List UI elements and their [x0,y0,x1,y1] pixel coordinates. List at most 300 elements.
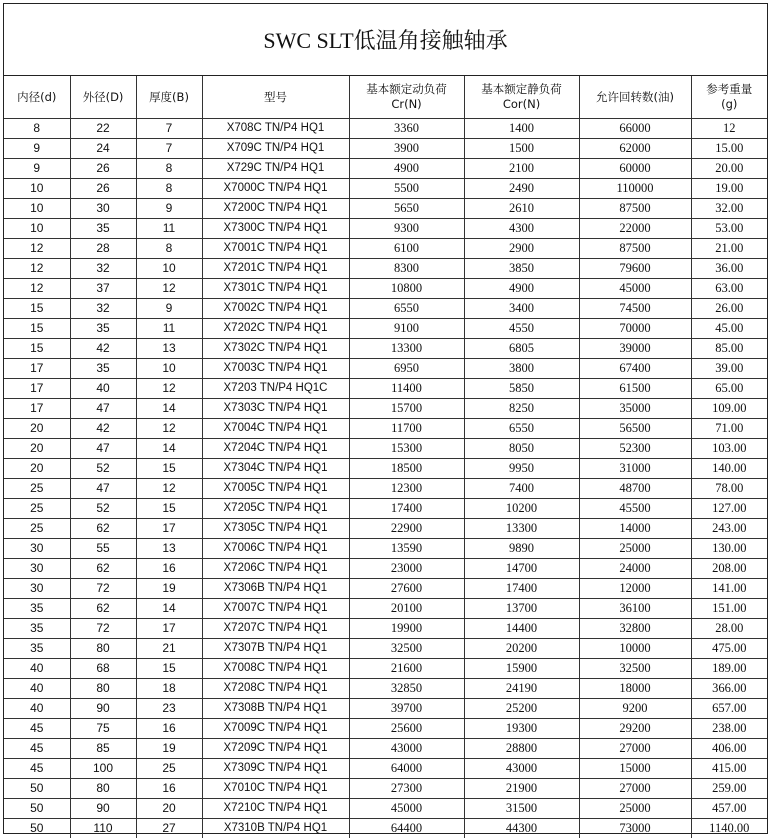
thickness-cell: 27 [136,819,202,838]
table-row [4,339,767,359]
speed-cell: 29200 [579,719,691,739]
table-row [4,139,767,159]
thickness-cell: 19 [136,739,202,759]
static-load-cell: 6550 [464,419,579,439]
dynamic-load-cell: 64000 [349,759,464,779]
static-load-cell: 44300 [464,819,579,838]
inner-diameter-cell: 10 [4,219,70,239]
table-row [4,319,767,339]
speed-cell: 66000 [579,119,691,139]
static-load-cell: 14400 [464,619,579,639]
thickness-cell: 9 [136,299,202,319]
thickness-cell: 14 [136,599,202,619]
table-row [4,559,767,579]
inner-diameter-cell: 45 [4,719,70,739]
outer-diameter-cell: 72 [70,619,136,639]
speed-cell: 36100 [579,599,691,619]
speed-cell: 74500 [579,299,691,319]
outer-diameter-cell: 52 [70,499,136,519]
inner-diameter-cell: 35 [4,599,70,619]
weight-cell: 415.00 [691,759,767,779]
weight-cell: 238.00 [691,719,767,739]
speed-cell: 35000 [579,399,691,419]
outer-diameter-cell: 80 [70,639,136,659]
table-body [4,119,767,838]
dynamic-load-cell: 32500 [349,639,464,659]
model-cell: X7006C TN/P4 HQ1 [202,539,349,559]
inner-diameter-cell: 8 [4,119,70,139]
model-cell: X7201C TN/P4 HQ1 [202,259,349,279]
outer-diameter-cell: 100 [70,759,136,779]
model-cell: X7309C TN/P4 HQ1 [202,759,349,779]
static-load-cell: 3400 [464,299,579,319]
model-cell: X709C TN/P4 HQ1 [202,139,349,159]
static-load-cell: 1400 [464,119,579,139]
weight-cell: 12 [691,119,767,139]
model-cell: X7310B TN/P4 HQ1 [202,819,349,838]
thickness-cell: 17 [136,519,202,539]
table-row [4,159,767,179]
table-row [4,739,767,759]
dynamic-load-cell: 10800 [349,279,464,299]
outer-diameter-cell: 42 [70,419,136,439]
thickness-cell: 14 [136,439,202,459]
header-model: 型号 [202,76,349,119]
outer-diameter-cell: 80 [70,779,136,799]
weight-cell: 1140.00 [691,819,767,838]
model-cell: X7207C TN/P4 HQ1 [202,619,349,639]
dynamic-load-cell: 27300 [349,779,464,799]
table-row [4,299,767,319]
inner-diameter-cell: 40 [4,699,70,719]
weight-cell: 109.00 [691,399,767,419]
table-row [4,179,767,199]
static-load-cell: 9950 [464,459,579,479]
table-row [4,219,767,239]
table-row [4,599,767,619]
weight-cell: 406.00 [691,739,767,759]
dynamic-load-cell: 39700 [349,699,464,719]
model-cell: X7001C TN/P4 HQ1 [202,239,349,259]
bearing-spec-table [4,76,767,838]
model-cell: X7209C TN/P4 HQ1 [202,739,349,759]
header-static-load [464,76,579,119]
static-load-cell: 1500 [464,139,579,159]
thickness-cell: 8 [136,239,202,259]
weight-cell: 78.00 [691,479,767,499]
thickness-cell: 12 [136,279,202,299]
outer-diameter-cell: 110 [70,819,136,838]
model-cell: X7204C TN/P4 HQ1 [202,439,349,459]
dynamic-load-cell: 43000 [349,739,464,759]
outer-diameter-cell: 80 [70,679,136,699]
thickness-cell: 13 [136,539,202,559]
speed-cell: 56500 [579,419,691,439]
weight-cell: 65.00 [691,379,767,399]
model-cell: X7008C TN/P4 HQ1 [202,659,349,679]
outer-diameter-cell: 42 [70,339,136,359]
speed-cell: 110000 [579,179,691,199]
dynamic-load-cell: 27600 [349,579,464,599]
thickness-cell: 20 [136,799,202,819]
table-row [4,819,767,838]
weight-cell: 53.00 [691,219,767,239]
model-cell: X7203 TN/P4 HQ1C [202,379,349,399]
inner-diameter-cell: 12 [4,279,70,299]
dynamic-load-cell: 17400 [349,499,464,519]
dynamic-load-cell: 12300 [349,479,464,499]
table-row [4,719,767,739]
header-dynamic-load [349,76,464,119]
model-cell: X7307B TN/P4 HQ1 [202,639,349,659]
table-row [4,699,767,719]
outer-diameter-cell: 35 [70,359,136,379]
static-load-cell: 5850 [464,379,579,399]
weight-cell: 243.00 [691,519,767,539]
inner-diameter-cell: 40 [4,679,70,699]
speed-cell: 87500 [579,199,691,219]
model-cell: X7210C TN/P4 HQ1 [202,799,349,819]
static-load-cell: 8050 [464,439,579,459]
weight-cell: 39.00 [691,359,767,379]
outer-diameter-cell: 52 [70,459,136,479]
model-cell: X7010C TN/P4 HQ1 [202,779,349,799]
page-title: SWC SLT低温角接触轴承 [4,4,767,76]
dynamic-load-cell: 5500 [349,179,464,199]
table-row [4,359,767,379]
thickness-cell: 8 [136,159,202,179]
static-load-cell: 9890 [464,539,579,559]
thickness-cell: 7 [136,119,202,139]
dynamic-load-cell: 4900 [349,159,464,179]
speed-cell: 18000 [579,679,691,699]
model-cell: X729C TN/P4 HQ1 [202,159,349,179]
dynamic-load-cell: 8300 [349,259,464,279]
speed-cell: 70000 [579,319,691,339]
speed-cell: 73000 [579,819,691,838]
table-row [4,119,767,139]
thickness-cell: 11 [136,219,202,239]
header-thickness: 厚度(B) [136,76,202,119]
static-load-cell: 7400 [464,479,579,499]
speed-cell: 48700 [579,479,691,499]
weight-cell: 130.00 [691,539,767,559]
thickness-cell: 21 [136,639,202,659]
outer-diameter-cell: 47 [70,479,136,499]
thickness-cell: 16 [136,779,202,799]
dynamic-load-cell: 3360 [349,119,464,139]
static-load-cell: 43000 [464,759,579,779]
speed-cell: 32500 [579,659,691,679]
speed-cell: 87500 [579,239,691,259]
weight-cell: 657.00 [691,699,767,719]
weight-cell: 208.00 [691,559,767,579]
header-inner-diameter: 内径(d) [4,76,70,119]
inner-diameter-cell: 20 [4,459,70,479]
table-row [4,399,767,419]
weight-cell: 475.00 [691,639,767,659]
inner-diameter-cell: 17 [4,379,70,399]
table-row [4,479,767,499]
speed-cell: 39000 [579,339,691,359]
model-cell: X7304C TN/P4 HQ1 [202,459,349,479]
speed-cell: 45000 [579,279,691,299]
dynamic-load-cell: 11400 [349,379,464,399]
outer-diameter-cell: 24 [70,139,136,159]
static-load-cell: 24190 [464,679,579,699]
model-cell: X7208C TN/P4 HQ1 [202,679,349,699]
model-cell: X7301C TN/P4 HQ1 [202,279,349,299]
inner-diameter-cell: 30 [4,539,70,559]
outer-diameter-cell: 62 [70,599,136,619]
dynamic-load-cell: 15700 [349,399,464,419]
outer-diameter-cell: 62 [70,559,136,579]
outer-diameter-cell: 30 [70,199,136,219]
table-row [4,499,767,519]
table-row [4,459,767,479]
static-load-cell: 10200 [464,499,579,519]
inner-diameter-cell: 10 [4,199,70,219]
dynamic-load-cell: 45000 [349,799,464,819]
model-cell: X7009C TN/P4 HQ1 [202,719,349,739]
inner-diameter-cell: 35 [4,639,70,659]
speed-cell: 79600 [579,259,691,279]
weight-cell: 20.00 [691,159,767,179]
inner-diameter-cell: 25 [4,479,70,499]
outer-diameter-cell: 85 [70,739,136,759]
model-cell: X7003C TN/P4 HQ1 [202,359,349,379]
weight-cell: 127.00 [691,499,767,519]
dynamic-load-cell: 13590 [349,539,464,559]
header-static-load-line1: 基本额定静负荷 [481,82,562,96]
model-cell: X7002C TN/P4 HQ1 [202,299,349,319]
outer-diameter-cell: 32 [70,299,136,319]
inner-diameter-cell: 10 [4,179,70,199]
table-row [4,619,767,639]
model-cell: X7000C TN/P4 HQ1 [202,179,349,199]
thickness-cell: 10 [136,359,202,379]
weight-cell: 21.00 [691,239,767,259]
weight-cell: 151.00 [691,599,767,619]
dynamic-load-cell: 9100 [349,319,464,339]
dynamic-load-cell: 3900 [349,139,464,159]
table-row [4,759,767,779]
table-row [4,519,767,539]
outer-diameter-cell: 35 [70,219,136,239]
weight-cell: 36.00 [691,259,767,279]
outer-diameter-cell: 72 [70,579,136,599]
outer-diameter-cell: 47 [70,399,136,419]
static-load-cell: 2900 [464,239,579,259]
static-load-cell: 4300 [464,219,579,239]
weight-cell: 26.00 [691,299,767,319]
thickness-cell: 16 [136,559,202,579]
table-row [4,419,767,439]
thickness-cell: 16 [136,719,202,739]
speed-cell: 67400 [579,359,691,379]
header-dynamic-load-line2: Cr(N) [391,97,422,111]
static-load-cell: 15900 [464,659,579,679]
thickness-cell: 12 [136,419,202,439]
thickness-cell: 13 [136,339,202,359]
static-load-cell: 28800 [464,739,579,759]
inner-diameter-cell: 30 [4,579,70,599]
outer-diameter-cell: 90 [70,699,136,719]
weight-cell: 28.00 [691,619,767,639]
thickness-cell: 9 [136,199,202,219]
model-cell: X7300C TN/P4 HQ1 [202,219,349,239]
model-cell: X7302C TN/P4 HQ1 [202,339,349,359]
weight-cell: 19.00 [691,179,767,199]
inner-diameter-cell: 20 [4,419,70,439]
static-load-cell: 25200 [464,699,579,719]
thickness-cell: 12 [136,379,202,399]
table-row [4,579,767,599]
header-weight-line1: 参考重量 [706,82,753,96]
weight-cell: 140.00 [691,459,767,479]
outer-diameter-cell: 28 [70,239,136,259]
header-outer-diameter: 外径(D) [70,76,136,119]
inner-diameter-cell: 50 [4,779,70,799]
table-row [4,279,767,299]
inner-diameter-cell: 15 [4,319,70,339]
thickness-cell: 14 [136,399,202,419]
outer-diameter-cell: 35 [70,319,136,339]
speed-cell: 25000 [579,799,691,819]
dynamic-load-cell: 23000 [349,559,464,579]
header-static-load-line2: Cor(N) [502,97,541,111]
inner-diameter-cell: 25 [4,499,70,519]
inner-diameter-cell: 45 [4,739,70,759]
static-load-cell: 20200 [464,639,579,659]
dynamic-load-cell: 64400 [349,819,464,838]
static-load-cell: 4550 [464,319,579,339]
dynamic-load-cell: 21600 [349,659,464,679]
static-load-cell: 3850 [464,259,579,279]
static-load-cell: 4900 [464,279,579,299]
dynamic-load-cell: 11700 [349,419,464,439]
outer-diameter-cell: 47 [70,439,136,459]
static-load-cell: 19300 [464,719,579,739]
static-load-cell: 31500 [464,799,579,819]
weight-cell: 189.00 [691,659,767,679]
static-load-cell: 13300 [464,519,579,539]
inner-diameter-cell: 40 [4,659,70,679]
static-load-cell: 6805 [464,339,579,359]
dynamic-load-cell: 19900 [349,619,464,639]
table-header-row [4,76,767,119]
speed-cell: 9200 [579,699,691,719]
outer-diameter-cell: 90 [70,799,136,819]
outer-diameter-cell: 26 [70,159,136,179]
speed-cell: 61500 [579,379,691,399]
inner-diameter-cell: 12 [4,239,70,259]
speed-cell: 15000 [579,759,691,779]
static-load-cell: 2490 [464,179,579,199]
dynamic-load-cell: 20100 [349,599,464,619]
weight-cell: 366.00 [691,679,767,699]
thickness-cell: 15 [136,659,202,679]
dynamic-load-cell: 13300 [349,339,464,359]
weight-cell: 15.00 [691,139,767,159]
weight-cell: 32.00 [691,199,767,219]
table-row [4,439,767,459]
static-load-cell: 2610 [464,199,579,219]
static-load-cell: 17400 [464,579,579,599]
weight-cell: 63.00 [691,279,767,299]
dynamic-load-cell: 32850 [349,679,464,699]
speed-cell: 62000 [579,139,691,159]
inner-diameter-cell: 25 [4,519,70,539]
inner-diameter-cell: 17 [4,399,70,419]
speed-cell: 14000 [579,519,691,539]
speed-cell: 10000 [579,639,691,659]
speed-cell: 24000 [579,559,691,579]
table-row [4,259,767,279]
model-cell: X7005C TN/P4 HQ1 [202,479,349,499]
static-load-cell: 14700 [464,559,579,579]
thickness-cell: 25 [136,759,202,779]
inner-diameter-cell: 15 [4,339,70,359]
table-row [4,199,767,219]
model-cell: X708C TN/P4 HQ1 [202,119,349,139]
outer-diameter-cell: 37 [70,279,136,299]
thickness-cell: 11 [136,319,202,339]
speed-cell: 45500 [579,499,691,519]
speed-cell: 31000 [579,459,691,479]
table-row [4,799,767,819]
weight-cell: 141.00 [691,579,767,599]
speed-cell: 27000 [579,779,691,799]
inner-diameter-cell: 17 [4,359,70,379]
dynamic-load-cell: 25600 [349,719,464,739]
model-cell: X7205C TN/P4 HQ1 [202,499,349,519]
bearing-spec-sheet [3,3,768,834]
speed-cell: 60000 [579,159,691,179]
weight-cell: 85.00 [691,339,767,359]
inner-diameter-cell: 9 [4,139,70,159]
table-row [4,639,767,659]
speed-cell: 52300 [579,439,691,459]
dynamic-load-cell: 18500 [349,459,464,479]
thickness-cell: 8 [136,179,202,199]
weight-cell: 103.00 [691,439,767,459]
inner-diameter-cell: 45 [4,759,70,779]
thickness-cell: 17 [136,619,202,639]
model-cell: X7308B TN/P4 HQ1 [202,699,349,719]
static-load-cell: 13700 [464,599,579,619]
model-cell: X7303C TN/P4 HQ1 [202,399,349,419]
outer-diameter-cell: 26 [70,179,136,199]
outer-diameter-cell: 75 [70,719,136,739]
speed-cell: 32800 [579,619,691,639]
dynamic-load-cell: 5650 [349,199,464,219]
dynamic-load-cell: 6550 [349,299,464,319]
model-cell: X7200C TN/P4 HQ1 [202,199,349,219]
model-cell: X7004C TN/P4 HQ1 [202,419,349,439]
model-cell: X7305C TN/P4 HQ1 [202,519,349,539]
thickness-cell: 15 [136,499,202,519]
weight-cell: 457.00 [691,799,767,819]
speed-cell: 25000 [579,539,691,559]
speed-cell: 22000 [579,219,691,239]
inner-diameter-cell: 12 [4,259,70,279]
dynamic-load-cell: 15300 [349,439,464,459]
dynamic-load-cell: 6950 [349,359,464,379]
thickness-cell: 10 [136,259,202,279]
dynamic-load-cell: 6100 [349,239,464,259]
model-cell: X7007C TN/P4 HQ1 [202,599,349,619]
